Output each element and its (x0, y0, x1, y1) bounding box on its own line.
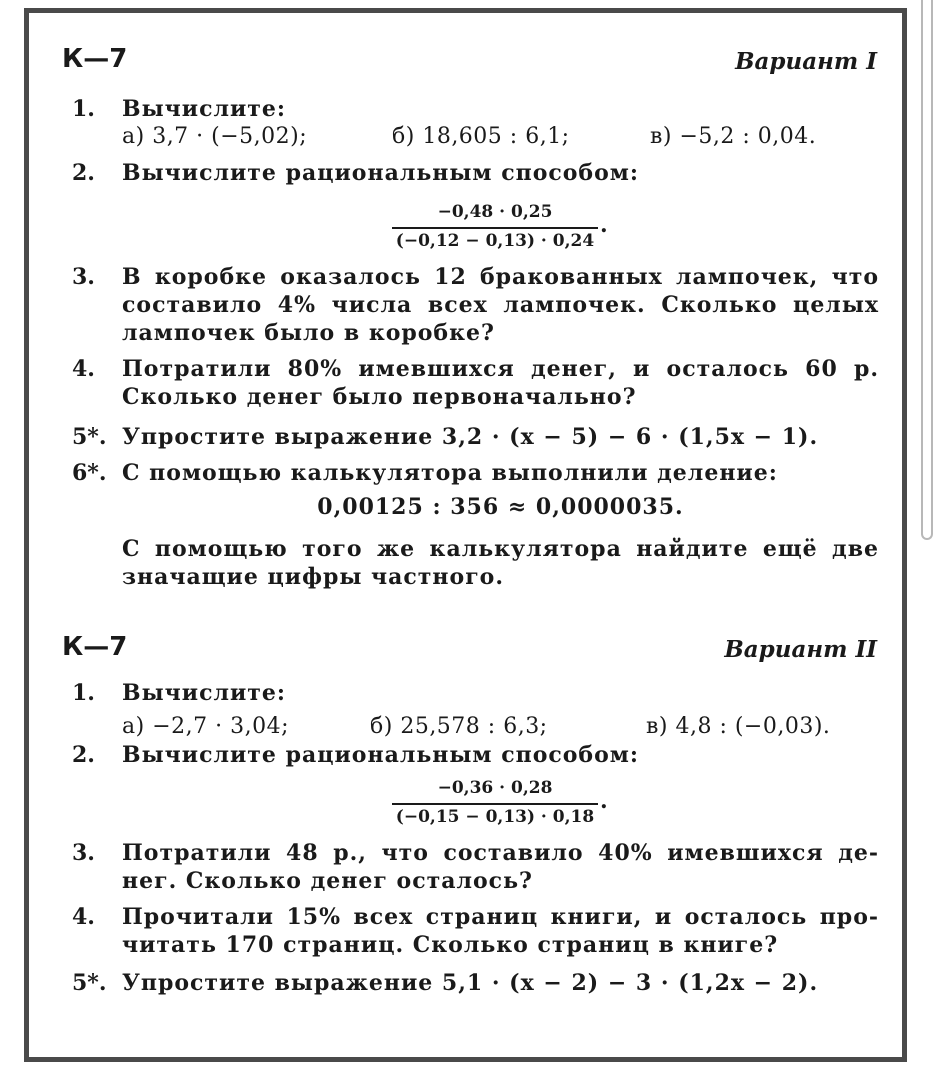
task-text: Вычислите рациональным способом: (122, 742, 640, 768)
formula: 0,00125 : 356 ≈ 0,0000035. (317, 494, 684, 520)
subtask-c: в) −5,2 : 0,04. (650, 124, 817, 149)
task-number: 6*. (72, 460, 107, 486)
task-text: Вычислите: (122, 96, 287, 122)
fraction-bar (392, 803, 598, 805)
task-text: Упростите выражение 3,2 · (x − 5) − 6 · (1,5x − 1). (122, 424, 819, 450)
task-number: 4. (72, 904, 95, 930)
task-line: нег. Сколько денег осталось? (122, 868, 533, 894)
task-line: Прочитали 15% всех страниц книги, и осталось про- (122, 904, 879, 930)
task-number: 1. (72, 680, 95, 706)
task-number: 3. (72, 840, 95, 866)
subtask-a: а) −2,7 · 3,04; (122, 714, 289, 739)
fraction-denominator: (−0,15 − 0,13) · 0,18 (395, 807, 595, 827)
task-text: С помощью калькулятора выполнили деление: (122, 460, 778, 486)
task-line: читать 170 страниц. Сколько страниц в книге? (122, 932, 779, 958)
task-line: лампочек было в коробке? (122, 320, 495, 346)
task-number: 4. (72, 356, 95, 382)
fraction-period: . (600, 788, 609, 814)
fraction-period: . (600, 212, 609, 238)
subtask-a: а) 3,7 · (−5,02); (122, 124, 308, 149)
fraction-bar (392, 227, 598, 229)
task-number: 2. (72, 742, 95, 768)
task-line: С помощью того же калькулятора найдите ещё две (122, 536, 879, 562)
subtask-b: б) 18,605 : 6,1; (392, 124, 570, 149)
variant-title: Вариант II (724, 636, 877, 663)
task-line: значащие цифры частного. (122, 564, 505, 590)
task-number: 5*. (72, 970, 107, 996)
variant-title: Вариант I (735, 48, 877, 75)
scrollbar[interactable] (921, 0, 933, 540)
task-number: 1. (72, 96, 95, 122)
subtask-b: б) 25,578 : 6,3; (370, 714, 548, 739)
task-number: 2. (72, 160, 95, 186)
task-number: 3. (72, 264, 95, 290)
task-line: Потратили 48 р., что составило 40% имевшихся де- (122, 840, 879, 866)
fraction-numerator: −0,36 · 0,28 (437, 778, 553, 798)
task-text: Вычислите рациональным способом: (122, 160, 640, 186)
subtask-c: в) 4,8 : (−0,03). (646, 714, 831, 739)
fraction-numerator: −0,48 · 0,25 (437, 202, 553, 222)
task-line: составило 4% числа всех лампочек. Сколько целых (122, 292, 879, 318)
task-text: Упростите выражение 5,1 · (x − 2) − 3 · (1,2x − 2). (122, 970, 819, 996)
task-number: 5*. (72, 424, 107, 450)
test-code: К—7 (62, 44, 128, 74)
task-text: Вычислите: (122, 680, 287, 706)
test-code: К—7 (62, 632, 128, 662)
task-line: Сколько денег было первоначально? (122, 384, 637, 410)
fraction-denominator: (−0,12 − 0,13) · 0,24 (395, 231, 595, 251)
task-line: Потратили 80% имевшихся денег, и осталось 60 р. (122, 356, 879, 382)
task-line: В коробке оказалось 12 бракованных лампочек, что (122, 264, 879, 290)
